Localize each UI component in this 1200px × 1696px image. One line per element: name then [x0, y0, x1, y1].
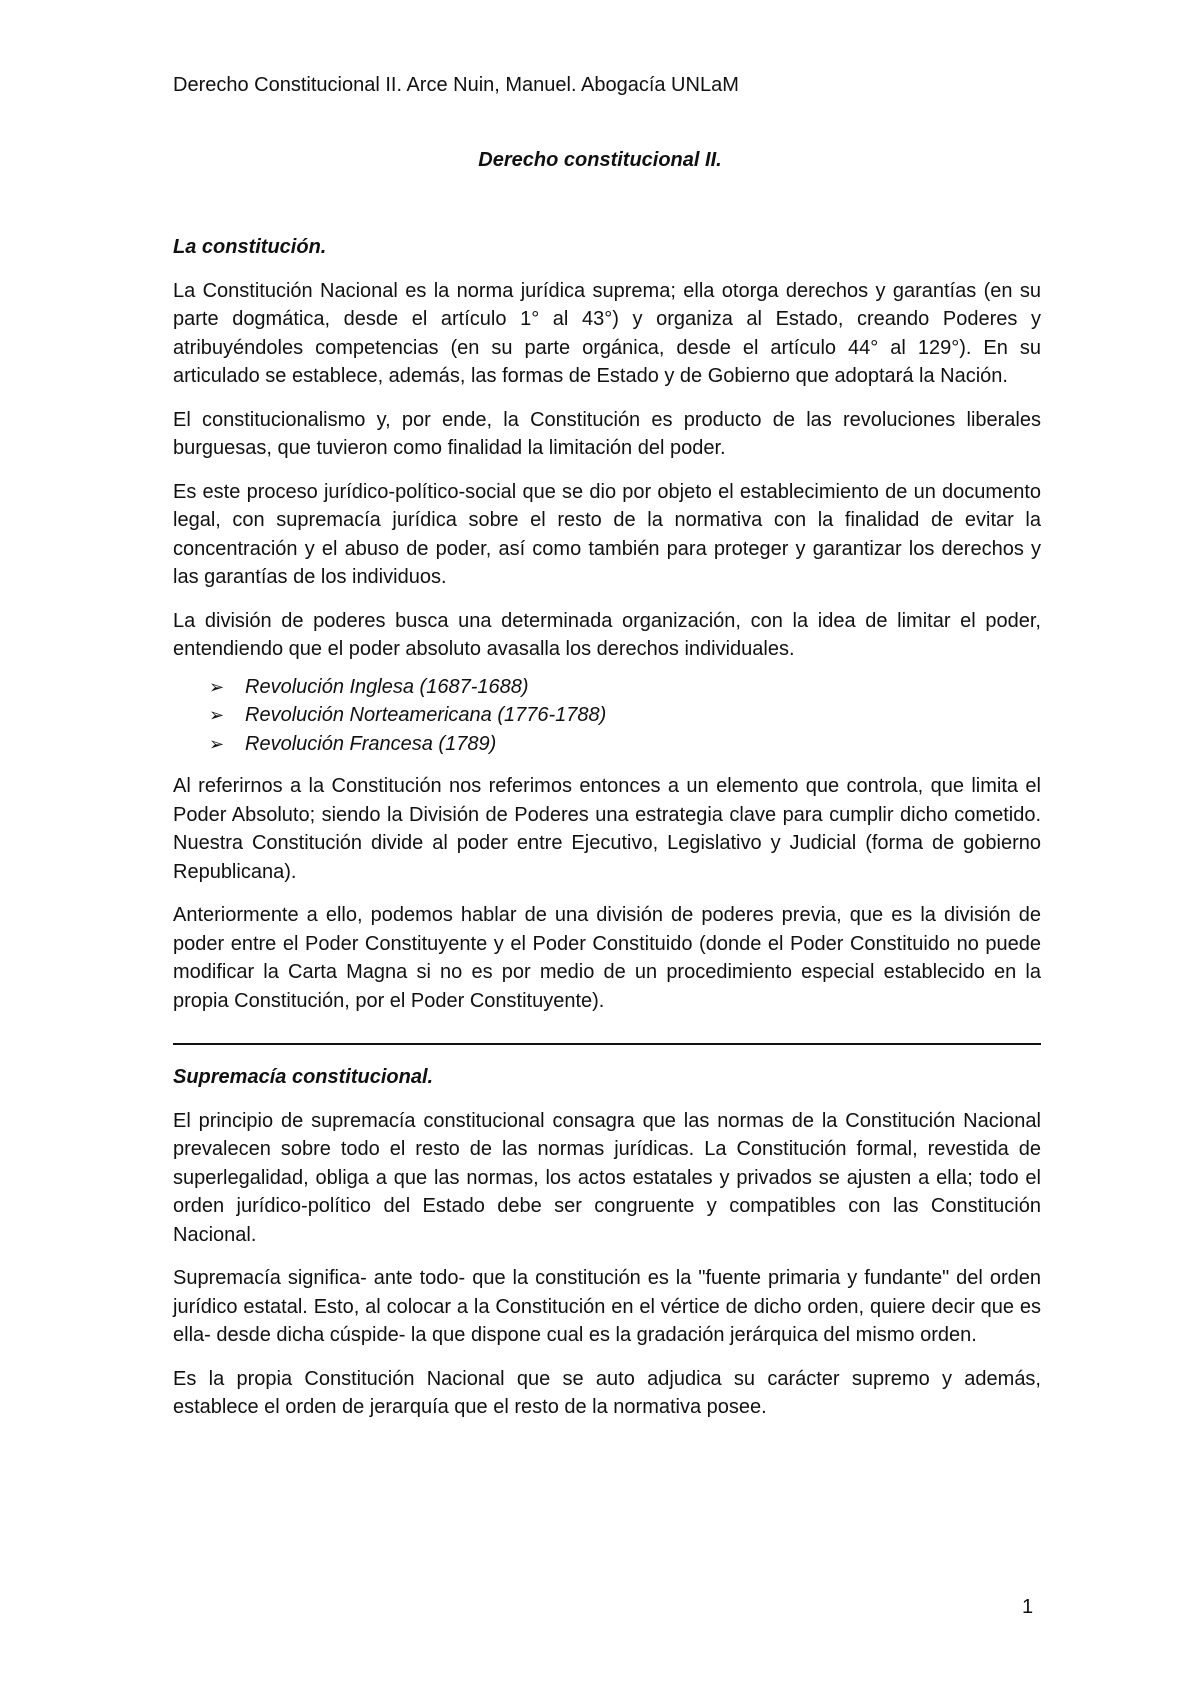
arrow-bullet-icon: ➢ [209, 733, 225, 754]
arrow-bullet-icon: ➢ [209, 705, 225, 725]
arrow-bullet-icon: ➢ [209, 676, 225, 697]
paragraph: La división de poderes busca una determinada organización, con la idea de limitar el poder, entendiendo que el poder absoluto avasalla los derechos individuales. [173, 609, 1041, 660]
section-divider [173, 1043, 1041, 1045]
paragraph: El principio de supremacía constitucional consagra que las normas de la Constitución Nacional prevalecen sobre todo el resto de las normas jurídicas. La Constitución formal, revestida de superlegalidad, obliga a que las normas, los actos estatales y privados se ajusten a ella; todo el orden jurídico-político del Estado debe ser congruente y compatibles con las Constitución Nacional. [173, 1109, 1041, 1246]
paragraph: Supremacía significa- ante todo- que la constitución es la "fuente primaria y fundante" del orden jurídico estatal. Esto, al colocar a la Constitución en el vértice de dicho orden, quiere decir que es ella- desde dicha cúspide- la que dispone cual es la gradación jerárquica del mismo orden. [173, 1267, 1041, 1346]
paragraph: Anteriormente a ello, podemos hablar de una división de poderes previa, que es la división de poder entre el Poder Constituyente y el Poder Constituido (donde el Poder Constituido no puede modificar la Carta Magna si no es por medio de un procedimiento especial establecido en la propia Constitución, por el Poder Constituyente). [173, 904, 1041, 1012]
paragraph: Es la propia Constitución Nacional que se auto adjudica su carácter supremo y además, establece el orden de jerarquía que el resto de la normativa posee. [173, 1367, 1041, 1418]
list-item [209, 673, 1041, 702]
paragraph: Al referirnos a la Constitución nos referimos entonces a un elemento que controla, que limita el Poder Absoluto; siendo la División de Poderes una estrategia clave para cumplir dicho cometido. Nuestra Constitución divide al poder entre Ejecutivo, Legislativo y Judicial (forma de gobierno Republicana). [173, 775, 1041, 883]
revolutions-list [173, 673, 1041, 759]
list-item [209, 730, 1041, 759]
section-heading-constitucion: La constitución. [173, 236, 327, 258]
section-heading-supremacia: Supremacía constitucional. [173, 1066, 434, 1088]
paragraph: El constitucionalismo y, por ende, la Constitución es producto de las revoluciones liberales burguesas, que tuvieron como finalidad la limitación del poder. [173, 408, 1041, 459]
document-body [173, 233, 1041, 1437]
list-item [209, 701, 1041, 730]
paragraph: Es este proceso jurídico-político-social que se dio por objeto el establecimiento de un documento legal, con supremacía jurídica sobre el resto de la normativa con la finalidad de evitar la concentración y el abuso de poder, así como también para proteger y garantizar los derechos y las garantías de los individuos. [173, 480, 1041, 588]
list-item-text: Revolución Francesa (1789) [245, 732, 497, 755]
list-item-text: Revolución Inglesa (1687-1688) [245, 675, 529, 698]
paragraph: La Constitución Nacional es la norma jurídica suprema; ella otorga derechos y garantías (en su parte dogmática, desde el artículo 1° al 43°) y organiza al Estado, creando Poderes y atribuyéndoles competencias (en su parte orgánica, desde el artículo 44° al 129°). En su articulado se establece, además, las formas de Estado y de Gobierno que adoptará la Nación. [173, 279, 1041, 387]
running-header: Derecho Constitucional II. Arce Nuin, Manuel. Abogacía UNLaM [173, 74, 739, 96]
document-title: Derecho constitucional II. [478, 149, 722, 171]
list-item-text: Revolución Norteamericana (1776-1788) [245, 704, 607, 726]
page-number: 1 [1022, 1596, 1034, 1618]
